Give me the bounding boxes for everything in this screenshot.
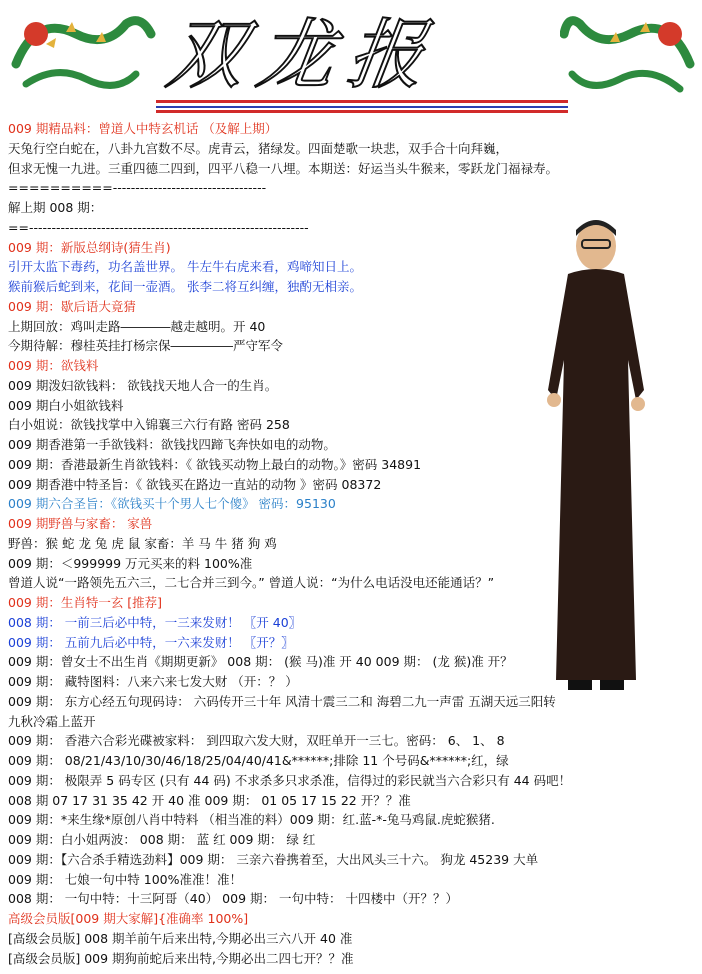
text-line: 009 期： 藏特图料：八来六来七发大财 （开：？ ）	[8, 674, 298, 689]
text-line: 009 期精品料：曾道人中特玄机话 （及解上期）	[8, 121, 278, 136]
text-line: 009 期：欲钱料	[8, 358, 99, 373]
text-line: 009 期： 五前九后必中特，一六来发财！ 〖开？〗	[8, 634, 294, 650]
right-dragon-icon	[560, 4, 698, 104]
text-line: 009 期：歇后语大竟猜	[8, 298, 136, 314]
text-line: ==========----------------------------------	[8, 180, 267, 196]
text-line: 009 期香港第一手欲钱料：欲钱找四蹄飞奔快如电的动物。	[8, 437, 336, 452]
text-line: 天兔行空白蛇在，八卦九宫数不尽。虎青云，猪绿发。四面楚歌一块悲，双手合十向拜巍，	[8, 140, 509, 156]
title-underline	[156, 110, 568, 113]
text-line: 九秋冷霜上蓝开	[8, 713, 96, 729]
text-line: 008 期 07 17 31 35 42 开 40 准 009 期： 01 05 17 15 22 开？？准	[8, 792, 411, 808]
text-line: 009 期：*来生缘*原创八肖中特料 （相当准的料）009 期：红.蓝-*-兔马鸡鼠.虎蛇猴猪.	[8, 812, 495, 828]
text-line: 009 期： 香港六合彩光碟被家料： 到四取六发大财，双旺单开一三七。密码： 6、 1、 8	[8, 733, 505, 749]
text-line: 009 期白小姐欲钱料	[8, 397, 124, 413]
left-dragon-icon	[6, 4, 156, 104]
text-line: 009 期： 七娘一句中特 100%准准！准！	[8, 871, 243, 887]
text-line: [高级会员版] 008 期羊前午后来出特,今期必出三六八开 40 准	[8, 930, 353, 946]
text-line: 008 期： 一句中特：十三阿哥（40） 009 期： 一句中特： 十四楼中（开？？）	[8, 891, 458, 907]
text-line: 009 期：香港最新生肖欲钱料：《 欲钱买动物上最白的动物。》密码 34891	[8, 456, 422, 472]
text-line: ==--------------------------------------------------------------	[8, 219, 309, 235]
text-line: 曾道人说“一路领先五六三，二七合并三到今。” 曾道人说：“为什么电话没电还能通话？”	[8, 575, 495, 591]
text-line: 009 期泼妇欲钱料： 欲钱找天地人合一的生肖。	[8, 377, 278, 393]
text-line: 009 期：新版总纲诗(猜生肖)	[8, 239, 171, 255]
text-line: 009 期：【六合杀手精选劲料】009 期： 三亲六眷携着至，大出风头三十六。 狗龙 45239 大单	[8, 851, 539, 867]
text-line: 009 期： 东方心经五句现码诗： 六码传开三十年 风清十震三二和 海碧二九一声雷 五湖天远三阳转	[8, 693, 556, 709]
text-line: 猴前猴后蛇到来，花间一壶酒。 张李二将互纠缠，独酌无相亲。	[8, 279, 362, 294]
text-line: 但求无愧一九进。三重四德二四到，四平八稳一八埋。本期送：好运当头牛猴来，零跃龙门福禄寿。	[8, 160, 559, 176]
text-line: 解上期 008 期：	[8, 200, 103, 215]
text-line: 009 期：曾女士不出生肖《期期更新》 008 期： (猴 马)准 开 40 009 期： (龙 猴)准 开？	[8, 654, 513, 670]
masthead	[0, 0, 702, 118]
text-line: 引开太监下毒药，功名盖世界。 牛左牛右虎来看，鸡啼知日上。	[8, 259, 362, 275]
text-line: 野兽：猴 蛇 龙 兔 虎 鼠 家畜：羊 马 牛 猪 狗 鸡	[8, 535, 277, 551]
title-underline	[156, 106, 568, 108]
text-line: 008 期： 一前三后必中特，一三来发财！ 〖开 40〗	[8, 614, 302, 630]
text-line: 009 期：白小姐两波： 008 期： 蓝 红 009 期： 绿 红	[8, 832, 316, 847]
text-line: 009 期六合圣旨：《欲钱买十个男人七个傻》 密码：95130	[8, 496, 336, 512]
text-line: 上期回放：鸡叫走路――――越走越明。开 40	[8, 318, 266, 334]
text-line: [高级会员版] 009 期狗前蛇后来出特,今期必出二四七开？？准	[8, 950, 354, 966]
man-figure-image	[532, 210, 660, 700]
text-line: 009 期香港中特圣旨：《 欲钱买在路边一直站的动物 》密码 08372	[8, 476, 382, 492]
text-line: 009 期：生肖特一玄 [推荐]	[8, 595, 163, 610]
text-line: 009 期： 08/21/43/10/30/46/18/25/04/40/41&******;排除 11 个号码&******;红，绿	[8, 753, 509, 768]
text-line: 高级会员版[009 期大家解]{准确率 100%]	[8, 911, 249, 926]
text-line: 009 期野兽与家畜： 家兽	[8, 516, 153, 531]
title-underline	[156, 100, 568, 103]
text-line: 白小姐说：欲钱找掌中入锦襄三六行有路 密码 258	[8, 417, 290, 433]
text-line: 009 期：＜999999 万元买来的料 100%准	[8, 555, 253, 571]
text-line: 009 期： 极限弄 5 码专区 (只有 44 码) 不求杀多只求杀准，信得过的彩民就当六合彩只有 44 码吧！	[8, 772, 572, 788]
newspaper-title: 双龙报	[161, 10, 445, 99]
text-line: 今期待解：穆桂英挂打杨宗保―――――严守军令	[8, 338, 284, 354]
